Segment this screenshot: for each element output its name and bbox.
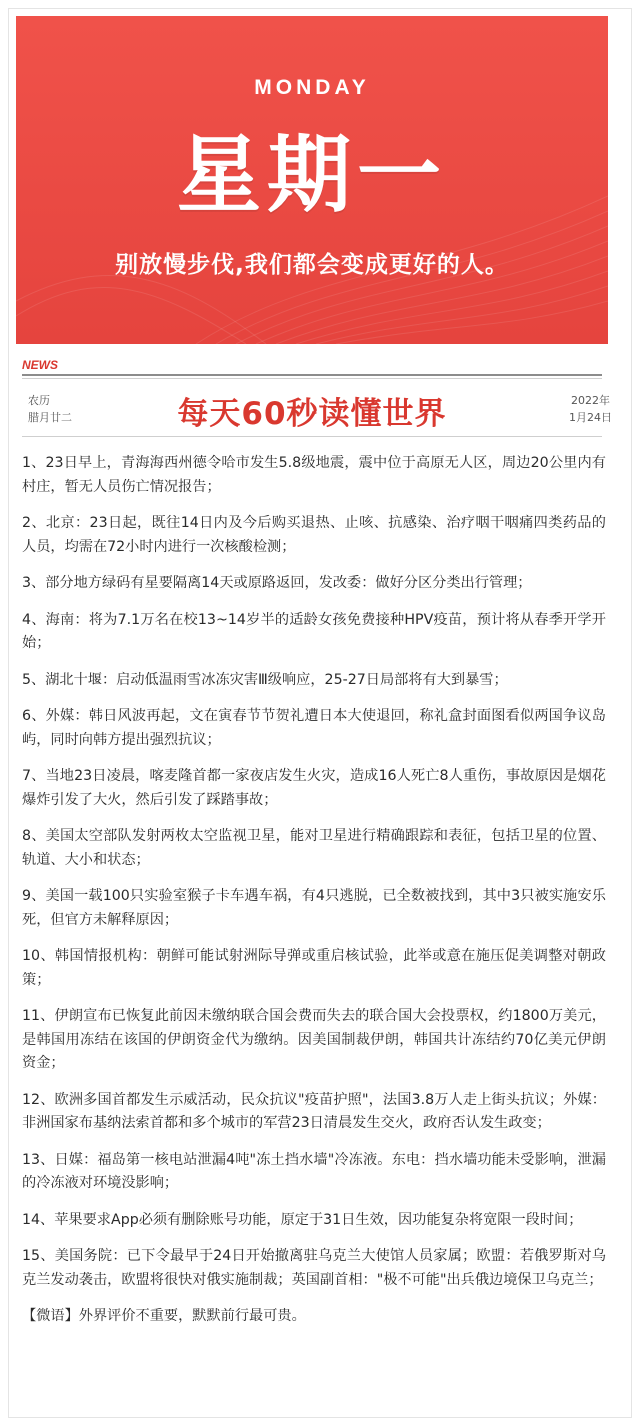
news-item: 9、美国一载100只实验室猴子卡车遇车祸，有4只逃脱，已全数被找到，其中3只被实施安乐死，但官方未解释原因； bbox=[22, 888, 606, 928]
news-tag: NEWS bbox=[22, 358, 58, 372]
news-item: 13、日媒：福岛第一核电站泄漏4吨"冻土挡水墙"冷冻液。东电：挡水墙功能未受影响，泄漏的冷冻液对环境没影响； bbox=[22, 1151, 606, 1191]
headline: 每天60秒读懂世界 bbox=[177, 396, 447, 432]
news-item: 12、欧洲多国首都发生示威活动，民众抗议"疫苗护照"，法国3.8万人走上街头抗议；外媒：非洲国家布基纳法索首都和多个城市的军营23日清晨发生交火，政府否认发生政变； bbox=[22, 1091, 606, 1131]
day-chinese: 星期一 bbox=[176, 126, 447, 224]
day-english: MONDAY bbox=[254, 76, 370, 99]
gregorian-date bbox=[569, 392, 612, 426]
motto: 别放慢步伐,我们都会变成更好的人。 bbox=[115, 252, 509, 278]
date-year: 2022年 bbox=[571, 394, 610, 407]
header-rule bbox=[22, 374, 602, 376]
news-item: 7、当地23日凌晨，喀麦隆首都一家夜店发生火灾，造成16人死亡8人重伤，事故原因是烟花爆炸引发了大火，然后引发了踩踏事故； bbox=[22, 768, 606, 808]
news-item: 5、湖北十堰：启动低温雨雪冰冻灾害Ⅲ级响应，25-27日局部将有大到暴雪； bbox=[22, 671, 508, 688]
news-item: 6、外媒：韩日风波再起，文在寅春节节贺礼遭日本大使退回，称礼盒封面图看似两国争议岛屿，同时向韩方提出强烈抗议； bbox=[22, 708, 606, 748]
news-item: 8、美国太空部队发射两枚太空监视卫星，能对卫星进行精确跟踪和表征，包括卫星的位置、轨道、大小和状态； bbox=[22, 828, 606, 868]
news-item: 11、伊朗宣布已恢复此前因未缴纳联合国会费而失去的联合国大会投票权，约1800万美元，是韩国用冻结在该国的伊朗资金代为缴纳。因美国制裁伊朗，韩国共计冻结约70亿美元伊朗资金； bbox=[22, 1008, 606, 1071]
news-item: 1、23日早上，青海海西州德令哈市发生5.8级地震，震中位于高原无人区，周边20公里内有村庄，暂无人员伤亡情况报告； bbox=[22, 455, 606, 495]
news-item: 3、部分地方绿码有星要隔离14天或原路返回，发改委：做好分区分类出行管理； bbox=[22, 575, 532, 591]
lunar-label: 农历 bbox=[28, 394, 50, 407]
date-day: 1月24日 bbox=[569, 411, 612, 424]
news-list bbox=[22, 452, 606, 1329]
news-item: 15、美国务院：已下令最早于24日开始撤离驻乌克兰大使馆人员家属；欧盟：若俄罗斯对乌克兰发动袭击，欧盟将很快对俄实施制裁；英国副首相："极不可能"出兵俄边境保卫乌克兰； bbox=[22, 1248, 606, 1288]
news-item: 2、北京：23日起，既往14日内及今后购买退热、止咳、抗感染、治疗咽干咽痛四类药品的人员，均需在72小时内进行一次核酸检测； bbox=[22, 515, 606, 555]
news-item: 10、韩国情报机构：朝鲜可能试射洲际导弹或重启核试验，此举或意在施压促美调整对朝政策； bbox=[22, 948, 606, 988]
header-rule-thin bbox=[22, 378, 602, 379]
daily-quote: 【微语】外界评价不重要，默默前行最可贵。 bbox=[22, 1308, 306, 1324]
lunar-day: 腊月廿二 bbox=[28, 411, 72, 424]
news-item: 4、海南：将为7.1万名在校13~14岁半的适龄女孩免费接种HPV疫苗，预计将从春季开学开始； bbox=[22, 611, 606, 651]
header-bottom-rule bbox=[22, 436, 602, 437]
day-banner bbox=[16, 16, 608, 344]
news-item: 14、苹果要求App必须有删除账号功能，原定于31日生效，因功能复杂将宽限一段时间； bbox=[22, 1211, 583, 1228]
